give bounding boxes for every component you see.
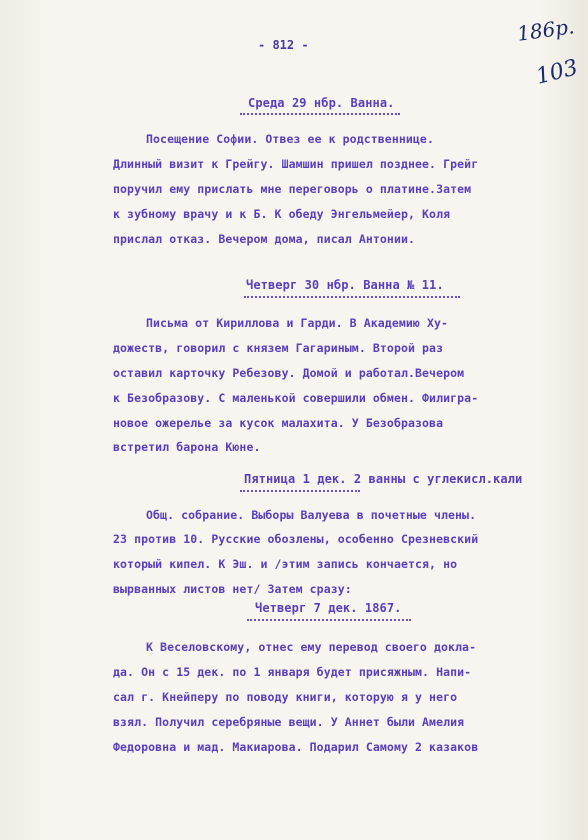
text-line: К Веселовскому, отнес ему перевод своего докла- xyxy=(146,640,477,654)
text-line: Длинный визит к Грейгу. Шамшин пришел позднее. Грейг xyxy=(113,157,479,171)
text-line: Общ. собрание. Выборы Валуева в почетные члены. xyxy=(146,508,477,522)
heading-underline xyxy=(247,619,411,621)
entry-heading: Четверг 7 дек. 1867. xyxy=(255,601,402,615)
archive-mark-folio: 103 xyxy=(533,55,581,90)
archive-mark-top: 186р. xyxy=(515,14,576,46)
text-line: сал г. Кнейперу по поводу книги, которую я у него xyxy=(113,690,458,704)
text-line: к зубному врачу и к Б. К обеду Энгельмейер, Коля xyxy=(113,207,451,221)
entry-heading: Среда 29 нбр. Ванна. xyxy=(248,96,395,110)
heading-underline xyxy=(240,490,360,492)
text-line: поручил ему прислать мне переговорь о платине.Затем xyxy=(113,182,472,196)
text-line: дожеств, говорил с князем Гагариным. Второй раз xyxy=(113,341,444,355)
text-line: вырванных листов нет/ Затем сразу: xyxy=(113,582,352,596)
text-line: встретил барона Кюне. xyxy=(113,440,261,454)
entry-heading: Пятница 1 дек. 2 ванны с углекисл.кали xyxy=(244,472,523,486)
heading-underline xyxy=(244,296,460,298)
page-number: - 812 - xyxy=(258,38,309,52)
text-line: который кипел. К Эш. и /этим запись кончается, но xyxy=(113,557,458,571)
text-line: да. Он с 15 дек. по 1 января будет присяжным. Напи- xyxy=(113,665,472,679)
text-line: оставил карточку Ребезову. Домой и работал.Вечером xyxy=(113,366,465,380)
text-line: Письма от Кириллова и Гарди. В Академию Ху- xyxy=(146,316,449,330)
heading-underline xyxy=(240,113,400,115)
entry-heading: Четверг 30 нбр. Ванна № 11. xyxy=(246,278,444,292)
text-line: взял. Получил серебряные вещи. У Аннет были Амелия xyxy=(113,715,465,729)
text-line: 23 против 10. Русские обозлены, особенно Срезневский xyxy=(113,532,479,546)
text-line: к Безобразову. С маленькой совершили обмен. Филигра- xyxy=(113,391,479,405)
text-line: Посещение Софии. Отвез ее к родственнице. xyxy=(146,132,434,146)
text-line: прислал отказ. Вечером дома, писал Антонии. xyxy=(113,232,416,246)
text-line: Федоровна и мад. Макиарова. Подарил Самому 2 казаков xyxy=(113,740,479,754)
text-line: новое ожерелье за кусок малахита. У Безобразова xyxy=(113,416,444,430)
